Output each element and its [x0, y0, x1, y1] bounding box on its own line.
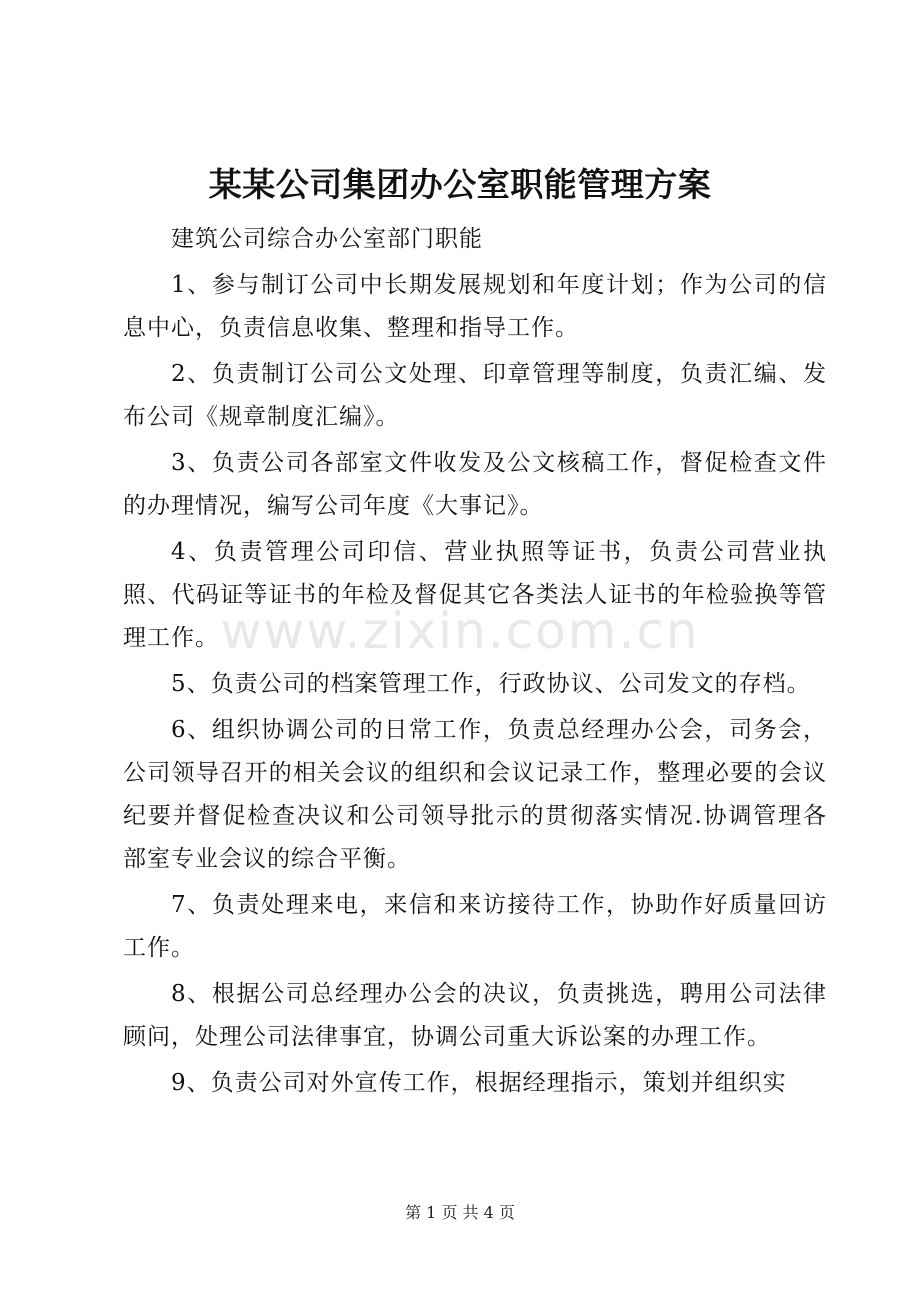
paragraph-item-5: 5、负责公司的档案管理工作，行政协议、公司发文的存档。 [171, 671, 811, 697]
page-footer: 第 1 页 共 4 页 [405, 1203, 515, 1222]
paragraph-heading: 建筑公司综合办公室部门职能 [171, 226, 483, 252]
paragraph-item-8: 8、根据公司总经理办公会的决议，负责挑选，聘用公司法律顾问，处理公司法律事宜，协调公司重大诉讼案的办理工作。 [123, 981, 827, 1050]
document-title: 某某公司集团办公室职能管理方案 [208, 165, 712, 204]
paragraph-item-3: 3、负责公司各部室文件收发及公文核稿工作，督促检查文件的办理情况，编写公司年度《大事记》。 [123, 450, 827, 519]
document-body [123, 218, 827, 1108]
paragraph-item-6: 6、组织协调公司的日常工作，负责总经理办公会，司务会，公司领导召开的相关会议的组织和会议记录工作，整理必要的会议纪要并督促检查决议和公司领导批示的贯彻落实情况.协调管理各部室专业会议的综合平衡。 [123, 717, 827, 872]
paragraph-item-4: 4、负责管理公司印信、营业执照等证书，负责公司营业执照、代码证等证书的年检及督促其它各类法人证书的年检验换等管理工作。 [123, 539, 827, 651]
paragraph-item-9: 9、负责公司对外宣传工作，根据经理指示，策划并组织实 [171, 1070, 787, 1096]
paragraph-item-2: 2、负责制订公司公文处理、印章管理等制度，负责汇编、发布公司《规章制度汇编》。 [123, 361, 827, 430]
paragraph-item-1: 1、参与制订公司中长期发展规划和年度计划；作为公司的信息中心，负责信息收集、整理和指导工作。 [123, 272, 827, 341]
watermark: www.zixin.com.cn [220, 602, 700, 660]
paragraph-item-7: 7、负责处理来电，来信和来访接待工作，协助作好质量回访工作。 [123, 892, 827, 961]
